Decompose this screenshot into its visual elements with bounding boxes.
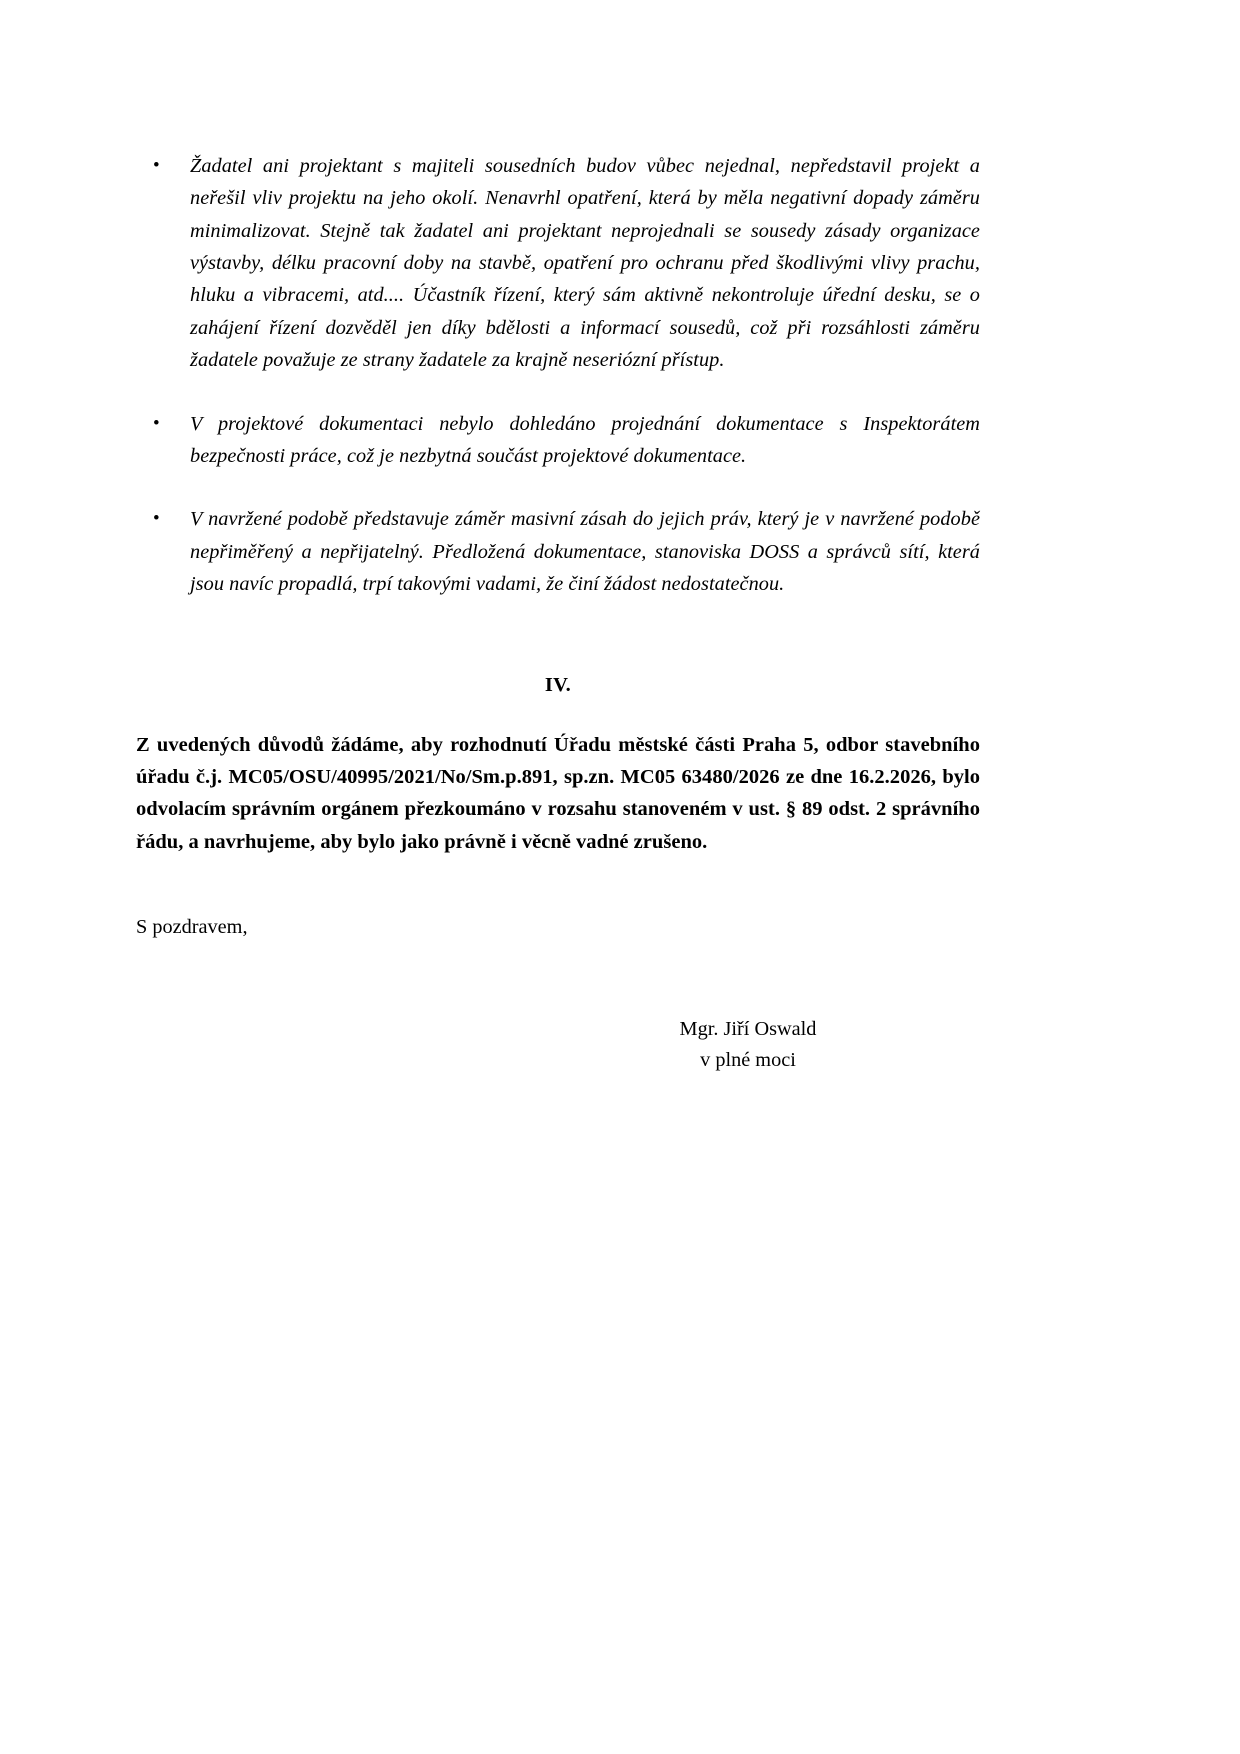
bullet-marker-icon: • bbox=[153, 508, 160, 530]
list-item-text: V navržené podobě představuje záměr masivní zásah do jejich práv, který je v navržené podobě nepřiměřený a nepřijatelný. Předložená dokumentace, stanoviska DOSS a správců sítí, která jsou navíc propadlá, trpí takovými vadami, že činí žádost nedostatečnou. bbox=[190, 508, 980, 595]
list-item bbox=[136, 503, 980, 600]
objection-bullet-list bbox=[136, 150, 980, 600]
list-item bbox=[136, 150, 980, 377]
list-item-text: V projektové dokumentaci nebylo dohledáno projednání dokumentace s Inspektorátem bezpečnosti práce, což je nezbytná součást projektové dokumentace. bbox=[190, 412, 980, 467]
closing-salutation: S pozdravem, bbox=[136, 915, 248, 938]
list-item-text: Žadatel ani projektant s majiteli sousedních budov vůbec nejednal, nepředstavil projekt a neřešil vliv projektu na jeho okolí. Nenavrhl opatření, která by měla negativní dopady záměru minimalizovat. Stejně tak žadatel ani projektant neprojednali se sousedy zásady organizace výstavby, délku pracovní doby na stavbě, opatření pro ochranu před škodlivými vlivy prachu, hluku a vibracemi, atd.... Účastník řízení, který sám aktivně nekontroluje úřední desku, se o zahájení řízení dozvěděl jen díky bdělosti a informací sousedů, což při rozsáhlosti záměru žadatele považuje ze strany žadatele za krajně neseriózní přístup. bbox=[190, 155, 980, 372]
bullet-marker-icon: • bbox=[153, 412, 160, 434]
signatory-name: Mgr. Jiří Oswald bbox=[679, 1018, 817, 1041]
signature-block bbox=[598, 1014, 898, 1076]
document-body bbox=[136, 150, 980, 1076]
request-paragraph: Z uvedených důvodů žádáme, aby rozhodnutí Úřadu městské části Praha 5, odbor stavebního úřadu č.j. MC05/OSU/40995/2021/No/Sm.p.891, sp.zn. MC05 63480/2026 ze dne 16.2.2026, bylo odvolacím správním orgánem přezkoumáno v rozsahu stanoveném v ust. § 89 odst. 2 správního řádu, a navrhujeme, aby bylo jako právně i věcně vadné zrušeno. bbox=[136, 734, 980, 853]
bullet-marker-icon: • bbox=[153, 155, 160, 176]
list-item bbox=[136, 408, 980, 473]
section-heading: IV. bbox=[544, 674, 572, 697]
signatory-role: v plné moci bbox=[700, 1048, 796, 1071]
